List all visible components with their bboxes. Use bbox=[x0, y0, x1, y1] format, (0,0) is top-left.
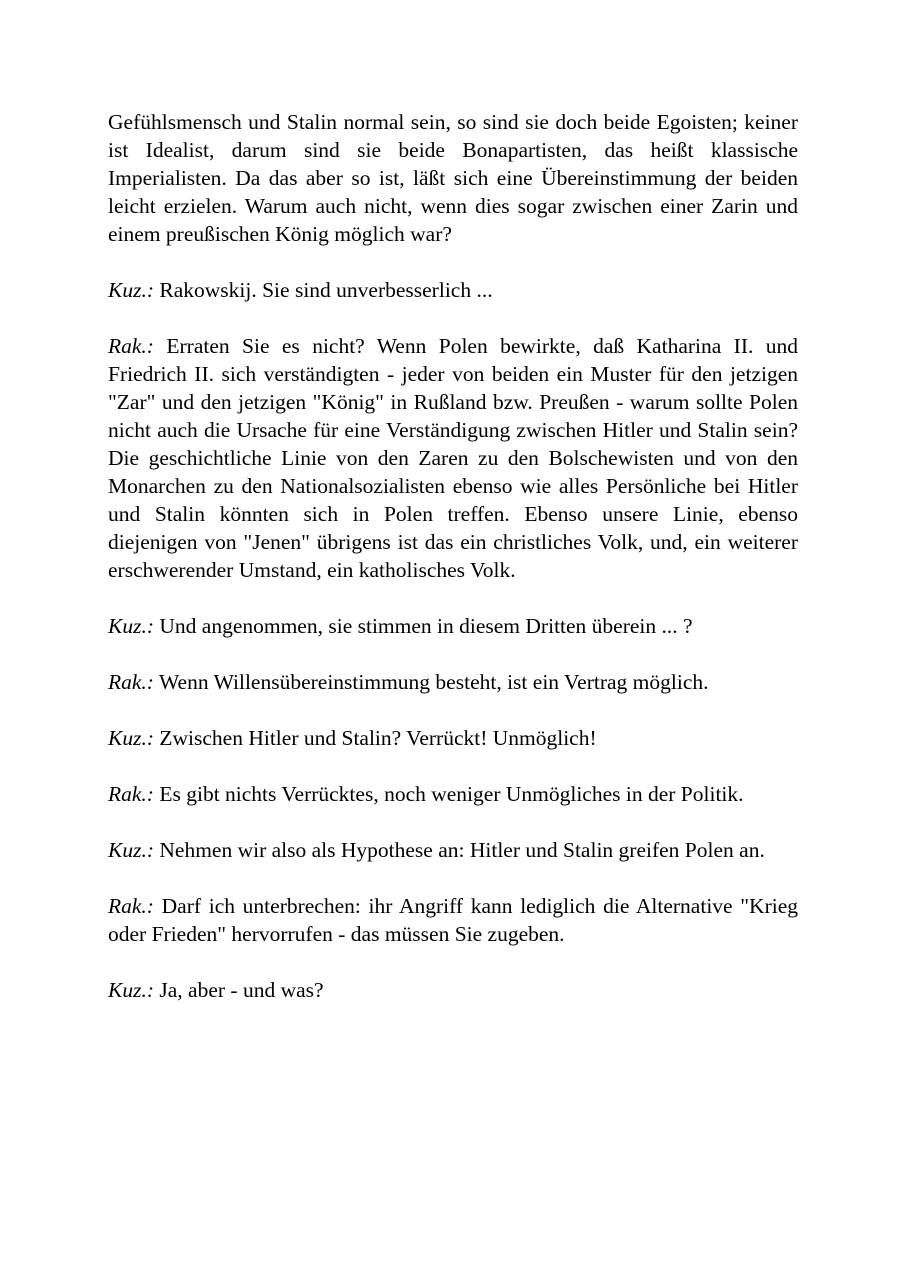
dialogue-paragraph bbox=[108, 276, 798, 304]
speaker-label: Rak.: bbox=[108, 782, 154, 806]
document-page bbox=[108, 108, 798, 1032]
dialogue-paragraph bbox=[108, 976, 798, 1004]
dialogue-text: Darf ich unterbrechen: ihr Angriff kann lediglich die Alternative "Krieg oder Frieden" hervorrufen - das müssen Sie zugeben. bbox=[108, 894, 798, 946]
dialogue-text: Rakowskij. Sie sind unverbesserlich ... bbox=[159, 278, 493, 302]
speaker-label: Kuz.: bbox=[108, 278, 154, 302]
dialogue-paragraph bbox=[108, 836, 798, 864]
dialogue-paragraph bbox=[108, 668, 798, 696]
speaker-label: Rak.: bbox=[108, 894, 154, 918]
dialogue-text: Und angenommen, sie stimmen in diesem Dritten überein ... ? bbox=[159, 614, 693, 638]
speaker-label: Rak.: bbox=[108, 334, 154, 358]
dialogue-paragraph bbox=[108, 780, 798, 808]
dialogue-text: Ja, aber - und was? bbox=[159, 978, 324, 1002]
dialogue-text: Zwischen Hitler und Stalin? Verrückt! Unmöglich! bbox=[159, 726, 597, 750]
dialogue-text: Es gibt nichts Verrücktes, noch weniger Unmögliches in der Politik. bbox=[159, 782, 744, 806]
speaker-label: Kuz.: bbox=[108, 614, 154, 638]
dialogue-text: Nehmen wir also als Hypothese an: Hitler und Stalin greifen Polen an. bbox=[159, 838, 765, 862]
speaker-label: Kuz.: bbox=[108, 978, 154, 1002]
dialogue-paragraph bbox=[108, 612, 798, 640]
dialogue-text: Erraten Sie es nicht? Wenn Polen bewirkte, daß Katharina II. und Friedrich II. sich verständigten - jeder von beiden ein Muster für den jetzigen "Zar" und den jetzigen "König" in Rußland bzw. Preußen - warum sollte Polen nicht auch die Ursache für eine Verständigung zwischen Hitler und Stalin sein? Die geschichtliche Linie von den Zaren zu den Bolschewisten und von den Monarchen zu den Nationalsozialisten ebenso wie alles Persönliche bei Hitler und Stalin könnten sich in Polen treffen. Ebenso unsere Linie, ebenso diejenigen von "Jenen" übrigens ist das ein christliches Volk, und, ein weiterer erschwerender Umstand, ein katholisches Volk. bbox=[108, 334, 799, 582]
dialogue-paragraph bbox=[108, 724, 798, 752]
speaker-label: Kuz.: bbox=[108, 838, 154, 862]
dialogue-paragraph bbox=[108, 892, 798, 948]
paragraph-intro bbox=[108, 108, 798, 248]
dialogue-paragraph bbox=[108, 332, 798, 584]
speaker-label: Kuz.: bbox=[108, 726, 154, 750]
paragraph-text: Gefühlsmensch und Stalin normal sein, so sind sie doch beide Egoisten; keiner ist Idealist, darum sind sie beide Bonapartisten, das heißt klassische Imperialisten. Da das aber so ist, läßt sich eine Übereinstimmung der beiden leicht erzielen. Warum auch nicht, wenn dies sogar zwischen einer Zarin und einem preußischen König möglich war? bbox=[108, 110, 798, 246]
dialogue-text: Wenn Willensübereinstimmung besteht, ist ein Vertrag möglich. bbox=[158, 670, 709, 694]
speaker-label: Rak.: bbox=[108, 670, 154, 694]
